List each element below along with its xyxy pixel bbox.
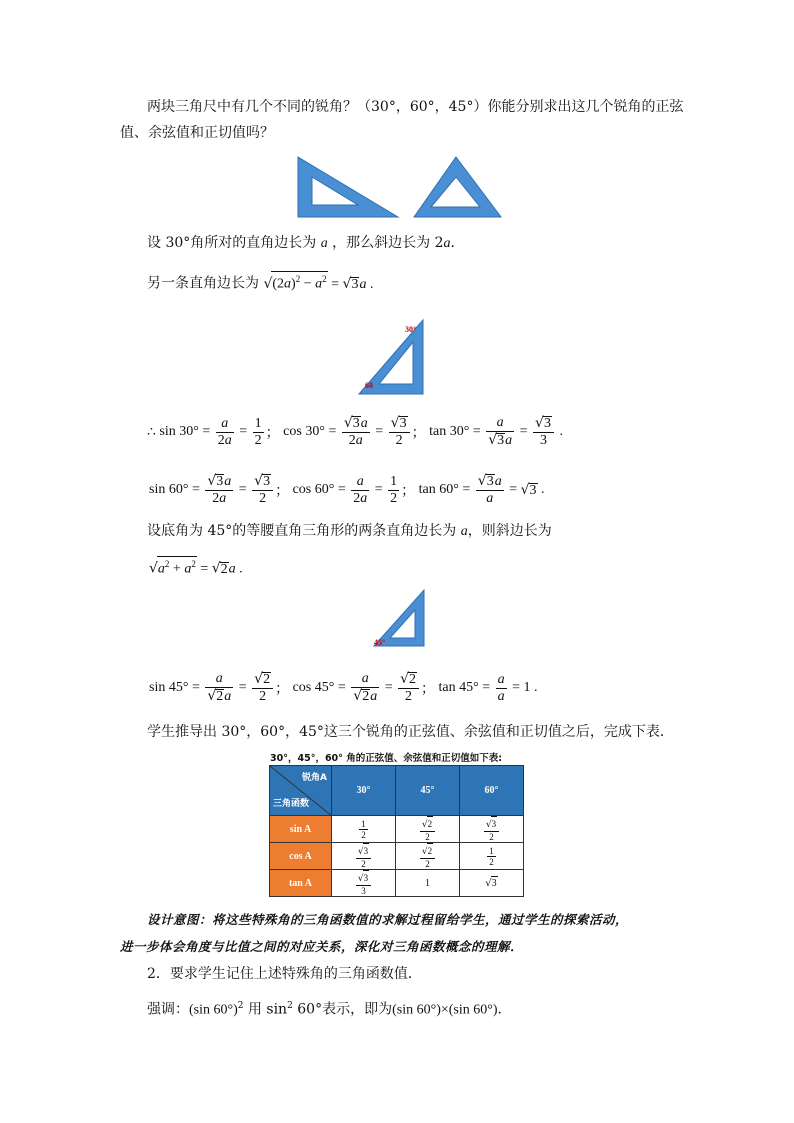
para-45-end: ，则斜边长为: [467, 523, 552, 539]
triangle-30-60-figure: [357, 318, 427, 398]
trig-table: [269, 765, 524, 897]
emphasis-expr-1: (sin 60°): [189, 1002, 238, 1018]
var-a: a: [320, 236, 328, 251]
cell-tan-45: 1: [396, 870, 460, 897]
cell-tan-60: √3: [459, 870, 523, 897]
cell-sin-30: $\frac{1}{2}$: [332, 816, 396, 843]
cos30-label: cos 30°: [283, 424, 325, 439]
triangle-45-figure: [372, 588, 428, 650]
cell-sin-45: $\frac{√2}{2}$: [396, 816, 460, 843]
para-30-other-line: [147, 271, 373, 295]
table-caption: 30°，45°，60° 角的正弦值、余弦值和正切值如下表:: [270, 753, 503, 764]
label-60: 60: [365, 381, 373, 390]
row-header-cos: cos A: [270, 843, 332, 870]
label-45: 45°: [374, 638, 386, 647]
para-30-hyp: ，那么斜边长为 2: [332, 235, 444, 251]
col-header-45: 45°: [396, 766, 460, 816]
table-corner-cell: [270, 766, 332, 816]
para-30-text: 设 30°角所对的直角边长为: [147, 235, 317, 251]
period: ．: [497, 1001, 512, 1018]
formula-row-45: sin 45° = $\frac{a}{√2a}$ = $\frac{√2}{2}$ ； cos 45° = $\frac{a}{√2a}$ = $\frac{√2}{2}$ ； tan 45° = $\frac{a}{a}$ = 1 .: [149, 671, 538, 704]
other-leg-formula: $√(2a)^2 - a^2 = √3a$ .: [263, 277, 373, 292]
superscript-2: 2: [237, 1001, 244, 1011]
intro-line-2: 值、余弦值和正切值吗？: [120, 125, 274, 141]
therefore-symbol: ∴: [147, 424, 156, 440]
intro-line-1: 两块三角尺中有几个不同的锐角？（30°，60°，45°）你能分别求出这几个锐角的正弦: [147, 99, 684, 115]
item-2: 2．要求学生记住上述特殊角的三角函数值．: [147, 966, 422, 982]
design-intent-line-1: 设计意图：将这些特殊角的三角函数值的求解过程留给学生，通过学生的探索活动，: [147, 912, 629, 927]
cell-cos-60: $\frac{1}{2}$: [459, 843, 523, 870]
emphasis-expr-2: (sin 60°)×(sin 60°): [392, 1002, 498, 1018]
emphasis-label: 强调：: [147, 1001, 189, 1018]
tan45-label: tan 45°: [438, 680, 479, 695]
col-header-60: 60°: [459, 766, 523, 816]
other-leg-text: 另一条直角边长为: [147, 275, 259, 292]
tan30-label: tan 30°: [429, 424, 470, 439]
corner-bottom-label: 三角函数: [273, 799, 310, 809]
cos45-label: cos 45°: [292, 680, 335, 695]
cell-cos-30: $\frac{√3}{2}$: [332, 843, 396, 870]
formula-row-60: sin 60° = $\frac{√3a}{2a}$ = $\frac{√3}{2}$ ； cos 60° = $\frac{a}{2a}$ = $\frac{1}{2}$ ； tan 60° = $\frac{√3a}{a}$ = √ 3 .: [149, 473, 545, 506]
hyp-45-formula: $√a^2 + a^2 = √2a$ .: [149, 556, 243, 578]
cos60-label: cos 60°: [292, 482, 335, 497]
cell-tan-30: $\frac{√3}{3}$: [332, 870, 396, 897]
triangle-rulers-figure: [296, 155, 506, 220]
emphasis-line: [147, 996, 512, 1021]
sin30-label: sin 30°: [159, 424, 199, 439]
period: ．: [450, 235, 465, 251]
para-45-line: [147, 521, 552, 542]
sin45-label: sin 45°: [149, 680, 189, 695]
design-intent-line-2: 进一步体会角度与比值之间的对应关系，深化对三角函数概念的理解．: [120, 939, 524, 954]
cell-sin-60: $\frac{√3}{2}$: [459, 816, 523, 843]
row-header-tan: tan A: [270, 870, 332, 897]
emphasis-text-2: 60°表示，即为: [292, 1001, 393, 1018]
para-30-line: [147, 233, 465, 254]
triangle-45-ruler: [414, 157, 501, 217]
derive-sentence: 学生推导出 30°，60°，45°这三个锐角的正弦值、余弦值和正切值之后，完成下表．: [147, 724, 674, 740]
var-a: a: [443, 236, 451, 251]
cell-cos-45: $\frac{√2}{2}$: [396, 843, 460, 870]
superscript-2b: 2: [287, 1001, 293, 1011]
corner-top-label: 锐角A: [302, 773, 328, 783]
var-a: a: [460, 524, 468, 539]
emphasis-text-1: 用 sin: [243, 1001, 288, 1018]
triangle-30-60-ruler: [298, 157, 398, 217]
label-30: 30°: [405, 325, 417, 334]
col-header-30: 30°: [332, 766, 396, 816]
sin60-label: sin 60°: [149, 482, 189, 497]
para-45-text: 设底角为 45°的等腰直角三角形的两条直角边长为: [147, 523, 457, 539]
row-header-sin: sin A: [270, 816, 332, 843]
tan60-label: tan 60°: [418, 482, 459, 497]
formula-row-30: ∴ sin 30° = $\frac{a}{2a}$ = $\frac{1}{2}$ ； cos 30° = $\frac{√3a}{2a}$ = $\frac{√3}{2}$ ； tan 30° = $\frac{a}{√3a}$ = $\frac{√3}{3}$ .: [147, 415, 563, 448]
